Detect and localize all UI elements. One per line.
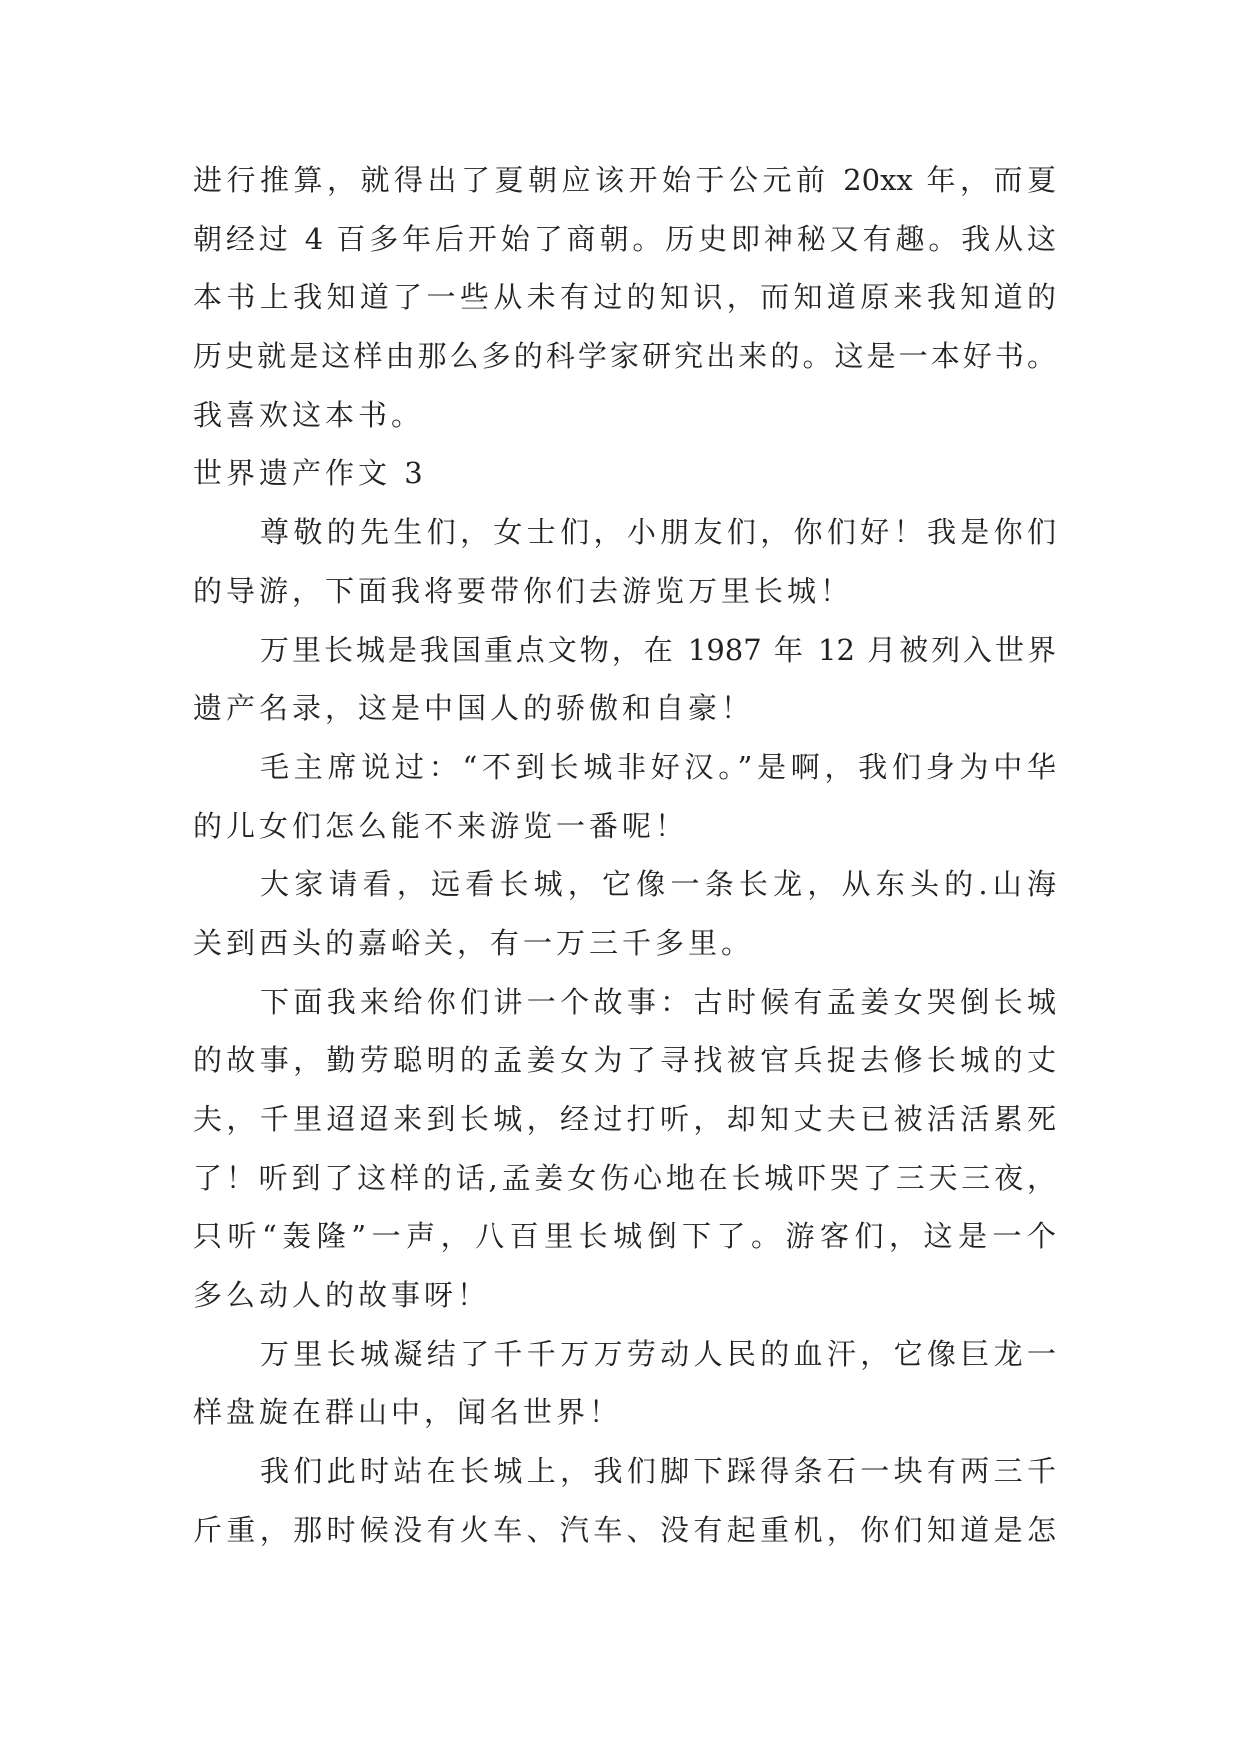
paragraph (193, 621, 1056, 738)
text-line: 我喜欢这本书。 (193, 397, 425, 432)
paragraph (193, 503, 1056, 620)
text-line: 关到西头的嘉峪关，有一万三千多里。 (193, 925, 755, 960)
text-line: 大家请看，远看长城，它像一条长龙，从东头的.山海 (260, 867, 1056, 902)
text-line: 了！听到了这样的话,孟姜女伤心地在长城吓哭了三天三夜， (193, 1160, 1056, 1195)
text-line: 夫，千里迢迢来到长城，经过打听，却知丈夫已被活活累死 (193, 1102, 1056, 1136)
text-line: 历史就是这样由那么多的科学家研究出来的。这是一本好书。 (193, 339, 1056, 374)
text-line: 朝经过 4 百多年后开始了商朝。历史即神秘又有趣。我从这 (193, 221, 1056, 256)
intro-paragraph (193, 151, 1056, 444)
section-heading: 世界遗产作文 3 (193, 456, 427, 491)
text-line: 毛主席说过：“不到长城非好汉。”是啊，我们身为中华 (260, 749, 1056, 784)
paragraph (193, 738, 1056, 855)
text-line: 的导游，下面我将要带你们去游览万里长城！ (193, 573, 854, 608)
paragraph (193, 973, 1056, 1325)
text-line: 遗产名录，这是中国人的骄傲和自豪！ (193, 691, 755, 726)
text-line: 进行推算，就得出了夏朝应该开始于公元前 20xx 年，而夏 (193, 163, 1056, 197)
paragraph (193, 1325, 1056, 1442)
text-line: 样盘旋在群山中，闻名世界！ (193, 1395, 623, 1430)
document-body (193, 151, 1056, 1560)
text-line: 下面我来给你们讲一个故事：古时候有孟姜女哭倒长城 (260, 984, 1056, 1019)
text-line: 尊敬的先生们，女士们，小朋友们，你们好！我是你们 (260, 515, 1056, 550)
text-line: 的儿女们怎么能不来游览一番呢！ (193, 808, 689, 843)
text-line: 万里长城凝结了千千万万劳动人民的血汗，它像巨龙一 (260, 1336, 1056, 1371)
text-line: 万里长城是我国重点文物，在 1987 年 12 月被列入世界 (260, 632, 1056, 667)
paragraph (193, 855, 1056, 972)
text-line: 我们此时站在长城上，我们脚下踩得条石一块有两三千 (260, 1454, 1056, 1489)
text-line: 本书上我知道了一些从未有过的知识，而知道原来我知道的 (193, 280, 1056, 315)
text-line: 斤重，那时候没有火车、汽车、没有起重机，你们知道是怎 (193, 1512, 1056, 1547)
paragraph (193, 1442, 1056, 1559)
text-line: 多么动人的故事呀！ (193, 1278, 491, 1313)
text-line: 的故事，勤劳聪明的孟姜女为了寻找被官兵捉去修长城的丈 (193, 1043, 1056, 1078)
text-line: 只听“轰隆”一声，八百里长城倒下了。游客们，这是一个 (193, 1219, 1056, 1254)
